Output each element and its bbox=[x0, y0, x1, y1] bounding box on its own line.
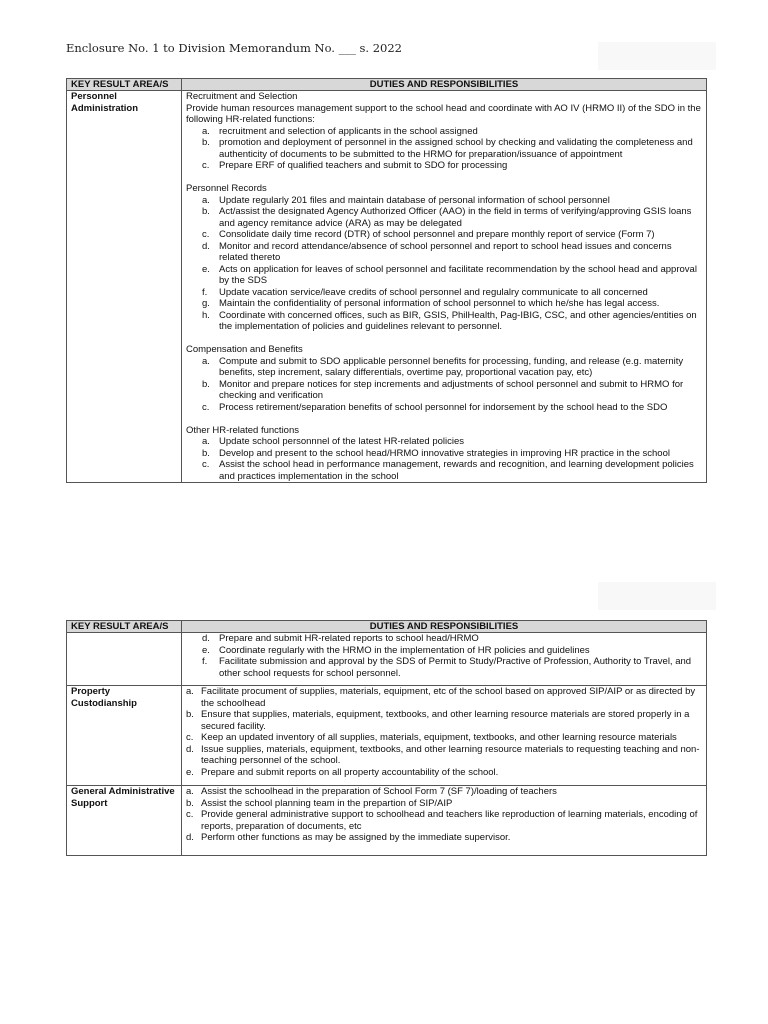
table-header-row bbox=[67, 79, 707, 91]
col-header-duties: DUTIES AND RESPONSIBILITIES bbox=[182, 621, 707, 633]
list-item bbox=[186, 287, 702, 299]
section-title-other-hr: Other HR-related functions bbox=[186, 424, 299, 436]
list-text: Facilitate procument of supplies, materials, equipment, etc of the school based on approved SIP/AIP or as directed by the schoolhead bbox=[201, 686, 696, 709]
list-letter: c. bbox=[202, 459, 210, 470]
list-item bbox=[186, 656, 702, 679]
list-letter: a. bbox=[186, 786, 194, 797]
list-compensation bbox=[186, 356, 702, 414]
list-item bbox=[186, 798, 702, 810]
list-text: Assist the schoolhead in the preparation of School Form 7 (SF 7)/loading of teachers bbox=[201, 786, 557, 797]
duties-property-custodianship bbox=[182, 686, 707, 786]
faint-box-mid bbox=[598, 582, 716, 610]
list-general bbox=[186, 786, 702, 844]
list-text: promotion and deployment of personnel in the assigned school by checking and validating the completeness and authenticity of documents to be submitted to the HRMO for preparation/issuance of appointment bbox=[219, 137, 693, 160]
list-item bbox=[186, 786, 702, 798]
list-other-hr bbox=[186, 436, 702, 482]
list-text: Consolidate daily time record (DTR) of school personnel and prepare monthly report of service (Form 7) bbox=[219, 229, 655, 240]
duties-personnel-administration bbox=[182, 91, 707, 483]
list-text: Prepare ERF of qualified teachers and submit to SDO for processing bbox=[219, 160, 508, 171]
list-item bbox=[186, 436, 702, 448]
list-text: Facilitate submission and approval by the SDS of Permit to Study/Practive of Profession, Authority to Travel, and other school requests for school personnel. bbox=[219, 656, 692, 679]
list-item bbox=[186, 195, 702, 207]
faint-box-top bbox=[598, 42, 716, 70]
kra-property-custodianship: Property Custodianship bbox=[67, 686, 182, 786]
responsibilities-table-page2 bbox=[66, 620, 707, 856]
list-letter: a. bbox=[202, 194, 210, 206]
list-item bbox=[186, 732, 702, 744]
table-header-row bbox=[67, 621, 707, 633]
list-text: recruitment and selection of applicants in the school assigned bbox=[219, 125, 478, 137]
list-item bbox=[186, 832, 702, 844]
section-title-personnel-records: Personnel Records bbox=[186, 183, 267, 194]
kra-empty-cell bbox=[67, 633, 182, 686]
list-personnel-records bbox=[186, 195, 702, 333]
table-row-general-administrative-support bbox=[67, 786, 707, 856]
list-letter: f. bbox=[202, 286, 208, 298]
list-text: Maintain the confidentiality of personal information of school personnel to which he/she has legal access. bbox=[219, 298, 660, 309]
list-item bbox=[186, 744, 702, 767]
list-text: Act/assist the designated Agency Authorized Officer (AAO) in the field in terms of verifying/approving GSIS loans and agency remitance advice (ARA) as may be delegated bbox=[219, 206, 692, 229]
kra-personnel-administration: Personnel Administration bbox=[67, 91, 182, 483]
list-letter: h. bbox=[202, 309, 210, 321]
table-row-continued bbox=[67, 633, 707, 686]
list-text: Assist the school head in performance management, rewards and recognition, and learning development policies and practices implementation in the school bbox=[219, 459, 694, 482]
list-letter: d. bbox=[186, 832, 194, 843]
list-letter: b. bbox=[186, 797, 194, 809]
list-letter: d. bbox=[186, 743, 194, 755]
list-text: Update regularly 201 files and maintain database of personal information of school personnel bbox=[219, 194, 610, 206]
list-item bbox=[186, 241, 702, 264]
list-item bbox=[186, 264, 702, 287]
list-letter: c. bbox=[202, 160, 210, 171]
list-text: Provide general administrative support to schoolhead and teachers like reproduction of learning materials, encoding of reports, preparation of documents, etc bbox=[201, 809, 698, 832]
table-row-personnel-administration bbox=[67, 91, 707, 483]
list-letter: b. bbox=[202, 378, 210, 390]
list-property bbox=[186, 686, 702, 778]
list-text: Compute and submit to SDO applicable personnel benefits for processing, funding, and release (e.g. maternity benefits, step increment, salary differentials, overtime pay, proportional vacation pay, etc) bbox=[219, 355, 684, 378]
enclosure-heading: Enclosure No. 1 to Division Memorandum No. ___ s. 2022 bbox=[66, 41, 402, 55]
list-item bbox=[186, 645, 702, 657]
section-title-compensation: Compensation and Benefits bbox=[186, 344, 303, 355]
list-item bbox=[186, 459, 702, 482]
list-item bbox=[186, 379, 702, 402]
list-item bbox=[186, 137, 702, 160]
list-text: Ensure that supplies, materials, equipment, textbooks, and other learning resource materials are stored properly in a secured facility. bbox=[201, 709, 690, 732]
list-item bbox=[186, 767, 702, 779]
list-text: Coordinate with concerned offices, such as BIR, GSIS, PhilHealth, Pag-IBIG, CSC, and other agencies/entities on the implementation of policies and guidelines relevant to personnel. bbox=[219, 309, 697, 332]
list-text: Assist the school planning team in the prepartion of SIP/AIP bbox=[201, 797, 453, 809]
list-text: Perform other functions as may be assigned by the immediate supervisor. bbox=[201, 832, 511, 843]
list-item bbox=[186, 809, 702, 832]
list-letter: d. bbox=[202, 240, 210, 252]
table-row-property-custodianship bbox=[67, 686, 707, 786]
list-letter: e. bbox=[202, 644, 210, 656]
list-item bbox=[186, 126, 702, 138]
list-text: Develop and present to the school head/HRMO innovative strategies in improving HR practice in the school bbox=[219, 447, 670, 459]
section-title-recruitment: Recruitment and Selection bbox=[186, 91, 298, 102]
list-letter: b. bbox=[202, 137, 210, 148]
list-text: Keep an updated inventory of all supplies, materials, equipment, textbooks, and other learning resource materials bbox=[201, 732, 677, 743]
col-header-kra: KEY RESULT AREA/S bbox=[67, 79, 182, 91]
list-letter: a. bbox=[186, 686, 194, 697]
list-letter: b. bbox=[186, 709, 194, 720]
section-intro-recruitment: Provide human resources management support to the school head and coordinate with AO IV (HRMO II) of the SDO in the following HR-related functions: bbox=[186, 102, 701, 125]
list-letter: f. bbox=[202, 656, 208, 667]
duties-continued bbox=[182, 633, 707, 686]
list-letter: e. bbox=[186, 766, 194, 778]
list-item bbox=[186, 402, 702, 414]
list-letter: b. bbox=[202, 447, 210, 459]
list-item bbox=[186, 448, 702, 460]
list-text: Acts on application for leaves of school personnel and facilitate recommendation by the school head and approval by the SDS bbox=[219, 263, 697, 286]
list-letter: a. bbox=[202, 355, 210, 367]
list-text: Prepare and submit reports on all property accountability of the school. bbox=[201, 766, 499, 778]
list-continued bbox=[186, 633, 702, 679]
list-letter: a. bbox=[202, 436, 210, 447]
col-header-kra: KEY RESULT AREA/S bbox=[67, 621, 182, 633]
list-recruitment bbox=[186, 126, 702, 172]
list-letter: b. bbox=[202, 206, 210, 217]
list-item bbox=[186, 298, 702, 310]
list-letter: d. bbox=[202, 633, 210, 644]
list-text: Monitor and record attendance/absence of school personnel and report to school head issues and concerns related thereto bbox=[219, 240, 672, 263]
list-item bbox=[186, 229, 702, 241]
list-item bbox=[186, 633, 702, 645]
responsibilities-table-page1 bbox=[66, 78, 707, 483]
list-text: Update school personnnel of the latest HR-related policies bbox=[219, 436, 465, 447]
list-item bbox=[186, 686, 702, 709]
list-text: Monitor and prepare notices for step increments and adjustments of school personnel and submit to HRMO for checking and verification bbox=[219, 378, 684, 401]
kra-general-administrative-support: General Administrative Support bbox=[67, 786, 182, 856]
list-letter: c. bbox=[186, 732, 194, 743]
list-letter: c. bbox=[202, 401, 210, 413]
list-item bbox=[186, 206, 702, 229]
list-text: Update vacation service/leave credits of school personnel and regulalry communicate to all concerned bbox=[219, 286, 648, 298]
list-item bbox=[186, 356, 702, 379]
list-text: Process retirement/separation benefits of school personnel for indorsement by the school head to the SDO bbox=[219, 401, 668, 413]
col-header-duties: DUTIES AND RESPONSIBILITIES bbox=[182, 79, 707, 91]
list-item bbox=[186, 709, 702, 732]
duties-general-administrative-support bbox=[182, 786, 707, 856]
list-letter: e. bbox=[202, 263, 210, 275]
list-letter: g. bbox=[202, 298, 210, 309]
list-text: Coordinate regularly with the HRMO in the implementation of HR policies and guidelines bbox=[219, 644, 590, 656]
list-item bbox=[186, 310, 702, 333]
list-text: Issue supplies, materials, equipment, textbooks, and other learning resource materials to requesting teaching and non-teaching personnel of the school. bbox=[201, 743, 700, 766]
list-letter: a. bbox=[202, 125, 210, 137]
list-letter: c. bbox=[202, 229, 210, 240]
list-letter: c. bbox=[186, 809, 194, 820]
list-item bbox=[186, 160, 702, 172]
list-text: Prepare and submit HR-related reports to school head/HRMO bbox=[219, 633, 479, 644]
